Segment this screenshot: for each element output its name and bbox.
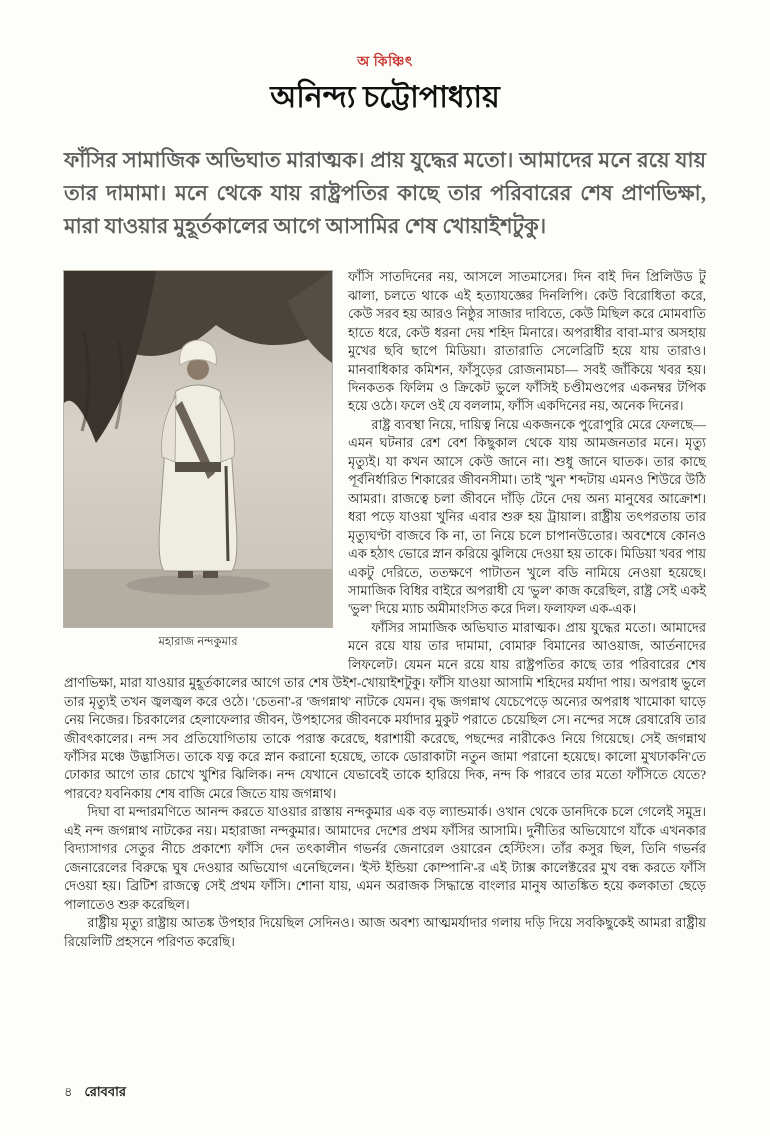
maharaja-photo-illustration [64, 271, 332, 627]
magazine-name: রোববার [84, 1084, 127, 1099]
page-number: ৪ [64, 1084, 73, 1099]
body-paragraph-3: ফাঁসির সামাজিক অভিঘাত মারাত্মক। প্রায় যুদ্ধের মতো। আমাদের মনে রয়ে যায় তার দামামা, বোমারু বিমানের আওয়াজ, আর্তনাদের লিফলেট। যেমন মনে রয়ে যায় রাষ্ট্রপতির কাছে তার পরিবারের শেষ প্রাণভিক্ষা, মারা যাওয়ার মুহূর্তকালের আগে তার শেষ উইশ-খোয়াইশটুকু। ফাঁসি যাওয়া আসামি শহিদের মর্যাদা পায়। অপরাধ ভুলে তার মৃত্যুই তখন জ্বলজ্বল করে ওঠে। 'চেতনা'-র 'জগন্নাথ' নাটকে যেমন। বৃদ্ধ জগন্নাথ যেচেপেড়ে অন্যের অপরাধ খামোকা ঘাড়ে নেয় নিজের। চিরকালের হেলাফেলার জীবন, উপহাসের জীবনকে মর্যাদার মুকুট পরাতে চেয়েছিল সে। নন্দের সঙ্গে রেষারেষি তার জীবৎকালের। নন্দ সব প্রতিযোগিতায় তাকে পরাস্ত করেছে, ধরাশায়ী করেছে, পছন্দের নারীকেও নিয়ে গিয়েছে। সেই জগন্নাথ ফাঁসির মঞ্চে উদ্ভাসিত। তাকে যত্ন করে স্নান করানো হয়েছে, তাকে ডোরাকাটা নতুন জামা পরানো হয়েছে। কালো মুখঢাকনি'তে ঢোকার আগে তার চোখে খুশির ঝিলিক। নন্দ যেখানে যেভাবেই তাকে হারিয়ে দিক, নন্দ কি পারবে তার মতো ফাঁসিতে যেতে? পারবে? যবনিকায় শেষ বাজি মেরে জিতে যায় জগন্নাথ। [64, 619, 706, 801]
photo-figure [64, 271, 332, 650]
body-paragraph-4: দিঘা বা মন্দারমণিতে আনন্দ করতে যাওয়ার রাস্তায় নন্দকুমার এক বড় ল্যান্ডমার্ক। ওখান থেকে ডানদিকে চলে গেলেই সমুদ্র। এই নন্দ জগন্নাথ নাটকের নয়। মহারাজা নন্দকুমার। আমাদের দেশের প্রথম ফাঁসির আসামি। দুর্নীতির অভিযোগে যাঁকে এখনকার বিদ্যাসাগর সেতুর নীচে প্রকাশ্যে ফাঁসি দেন তৎকালীন গভর্নর জেনারেল ওয়ারেন হেস্টিংস। তাঁর কসুর ছিল, তিনি গভর্নর জেনারেলের বিরুদ্ধে ঘুষ দেওয়ার অভিযোগ এনেছিলেন। 'ইস্ট ইন্ডিয়া কোম্পানি'-র এই ট্যাক্স কালেক্টরের মুখ বন্ধ করতে ফাঁসি দেওয়া হয়। ব্রিটিশ রাজত্বে সেই প্রথম ফাঁসি। শোনা যায়, এমন অরাজক সিদ্ধান্তে বাংলার মানুষ আতঙ্কিত হয়ে কলকাতা ছেড়ে পালাতেও শুরু করেছিল। [64, 804, 706, 912]
author-title: অনিন্দ্য চট্টোপাধ্যায় [270, 81, 500, 114]
section-kicker: অ কিঞ্চিৎ [357, 55, 413, 70]
page-footer [64, 1083, 126, 1104]
photo-caption: মহারাজ নন্দকুমার [158, 636, 238, 649]
body-paragraph-5: রাষ্ট্রীয় মৃত্যু রাষ্ট্রায় আতঙ্ক উপহার দিয়েছিল সেদিনও। আজ অবশ্য আত্মমর্যাদার গলায় দড়ি দিয়ে সবকিছুকেই আমরা রাষ্ট্রীয় রিয়েলিটি প্রহসনে পরিণত করেছি। [64, 915, 706, 949]
maharaja-photo [64, 271, 332, 627]
body-paragraph-2: রাষ্ট্র ব্যবস্থা নিয়ে, দায়িত্ব নিয়ে একজনকে পুরোপুরি মেরে ফেলছে— এমন ঘটনার রেশ বেশ কিছুকাল থেকে যায় আমজনতার মনে। মৃত্যু মৃত্যুই। যা কখন আসে কেউ জানে না। শুধু জানে ঘাতক। তার কাছে পূর্বনির্ধারিত শিকারের জীবনসীমা। তাই 'খুন' শব্দটায় এমনও শিউরে উঠি আমরা। রাজত্বে চলা জীবনে দাঁড়ি টেনে দেয় অন্য মানুষের আক্রোশ। ধরা পড়ে যাওয়া খুনির এবার শুরু হয় ট্রায়াল। রাষ্ট্রীয় তৎপরতায় তার মৃত্যুঘণ্টা বাজবে কি না, তা নিয়ে চলে চাপানউতোর। অবশেষে কোনও এক হঠাৎ ভোরে স্নান করিয়ে ঝুলিয়ে দেওয়া হয় তাকে। মিডিয়া খবর পায় একটু দেরিতে, ততক্ষণে পাটাতন খুলে বডি নামিয়ে নেওয়া হয়েছে। সামাজিক বিধির বাইরে অপরাধী যে 'ভুল' কাজ করেছিল, রাষ্ট্র সেই একই 'ভুল' দিয়ে ম্যাচ অমীমাংসিত করে দিল। ফলাফল এক-এক। [348, 416, 706, 617]
lead-paragraph: ফাঁসির সামাজিক অভিঘাত মারাত্মক। প্রায় যুদ্ধের মতো। আমাদের মনে রয়ে যায় তার দামামা। মনে থেকে যায় রাষ্ট্রপতির কাছে তার পরিবারের শেষ প্রাণভিক্ষা, মারা যাওয়ার মুহূর্তকালের আগে আসামির শেষ খোয়াইশটুকু। [64, 148, 706, 238]
body-paragraph-1: ফাঁসি সাতদিনের নয়, আসলে সাতমাসের। দিন বাই দিন প্রিলিউড টু ঝালা, চলতে থাকে এই হত্যাযজ্ঞের দিনলিপি। কেউ বিরোধিতা করে, কেউ সরব হয় আরও নিষ্ঠুর সাজার দাবিতে, কেউ মিছিল করে মোমবাতি হাতে ধরে, কেউ ধরনা দেয় শহিদ মিনারে। অপরাধীর বাবা-মা'র অসহায় মুখের ছবি ছাপে মিডিয়া। রাতারাতি সেলেব্রিটি হয়ে যায় তারাও। মানবাধিকার কমিশন, ফাঁসুড়ের রোজনামচা— সবই জাঁকিয়ে খবর হয়। দিনকতক ফিলিম ও ক্রিকেট ভুলে ফাঁসিই চণ্ডীমণ্ডপের একনম্বর টপিক হয়ে ওঠে। ফলে ওই যে বললাম, ফাঁসি একদিনের নয়, অনেক দিনের। [348, 269, 706, 414]
article-body [64, 268, 706, 951]
